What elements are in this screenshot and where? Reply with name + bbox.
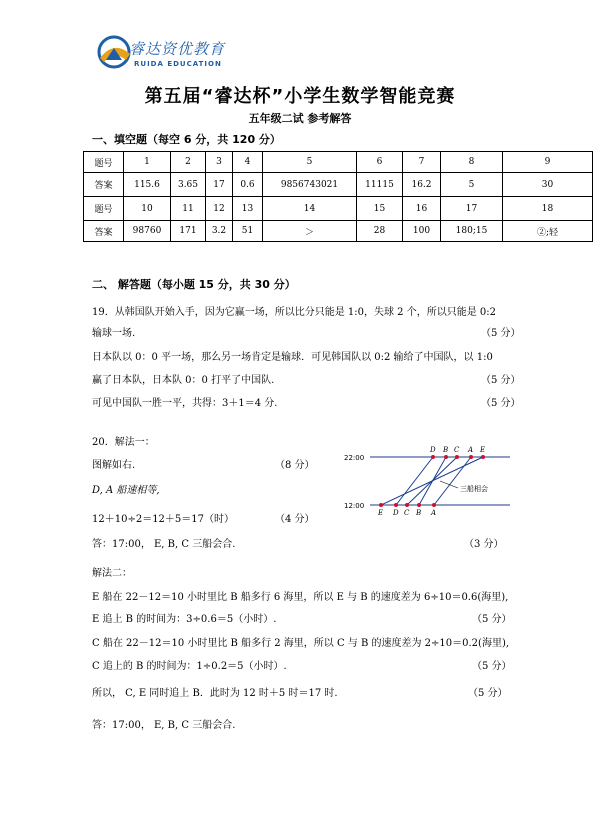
diagram-meet-label: 三船相会 [460,485,488,493]
table-cell: 0.6 [233,173,263,197]
table-cell: 2 [171,152,206,173]
q20-line4: 12＋10÷2＝12＋5＝17（时） [92,514,235,525]
diagram-dot [444,455,448,459]
ruida-logo [96,30,231,80]
table-cell: 12 [206,197,233,221]
q19-score1: （5 分） [481,328,521,339]
table-cell: 17 [206,173,233,197]
q19-line2: 输球一场. [92,328,136,339]
q19-line5: 可见中国队一胜一平，共得：3＋1＝4 分. [92,398,278,409]
logo-text: 睿达资优教育 [129,40,226,58]
diagram-label-bottom: A [431,509,437,517]
table-cell: 题号 [84,197,124,221]
ship-diagram [340,440,520,520]
q20-score1: （8 分） [275,460,315,471]
m2-heading: 解法二： [92,568,132,579]
diagram-label-top: B [443,446,449,454]
table-cell: 30 [503,173,593,197]
q19-line1: 19．从韩国队开始入手，因为它赢一场，所以比分只能是 1:0，失球 2 个，所以只能是 0:2 [92,307,496,318]
m2-line2: E 追上 B 的时间为：3÷0.6＝5（小时）. [92,614,277,625]
m2-line4: C 追上的 B 的时间为：1÷0.2＝5（小时）. [92,661,287,672]
diagram-label-bottom: C [404,509,410,517]
m2-line3: C 船在 22－12＝10 小时里比 B 船多行 2 海里，所以 C 与 B 的速度差为 2÷10＝0.2(海里), [92,638,510,649]
diagram-dot [379,503,383,507]
table-cell: 题号 [84,152,124,173]
m2-score3: （5 分） [468,688,508,699]
table-row [84,221,593,242]
q19-score3: （5 分） [481,398,521,409]
table-cell: 16.2 [403,173,441,197]
table-cell: 28 [357,221,403,242]
table-cell: 98760 [124,221,171,242]
table-cell: 100 [403,221,441,242]
m2-line1: E 船在 22－12＝10 小时里比 B 船多行 6 海里，所以 E 与 B 的速度差为 6÷10＝0.6(海里), [92,592,509,603]
table-cell: 6 [357,152,403,173]
diagram-label-top: A [468,446,474,454]
table-cell: 16 [403,197,441,221]
table-cell: 4 [233,152,263,173]
table-cell: 15 [357,197,403,221]
table-cell: 5 [441,173,503,197]
table-row [84,197,593,221]
q20-line1: 20．解法一： [92,437,155,448]
diagram-path-a [434,457,471,505]
table-cell: 7 [403,152,441,173]
table-cell: ②;轻 [503,221,593,242]
page-title: 第五届“睿达杯”小学生数学智能竞赛 [144,86,456,107]
table-cell: 11115 [357,173,403,197]
table-cell: 3.65 [171,173,206,197]
diagram-dot [431,455,435,459]
table-cell: 答案 [84,221,124,242]
table-cell: 13 [233,197,263,221]
m2-score1: （5 分） [472,614,512,625]
q19-line4: 赢了日本队，日本队 0：0 打平了中国队. [92,375,275,386]
diagram-dot [455,455,459,459]
diagram-dot [481,455,485,459]
q20-line5: 答：17:00， E, B, C 三船会合. [92,539,236,550]
diagram-dot [394,503,398,507]
diagram-dot [405,503,409,507]
q20-line3: D, A 船速相等, [92,485,160,496]
table-cell: 11 [171,197,206,221]
q20-score2: （4 分） [275,514,315,525]
diagram-time-top: 22:00 [344,454,365,462]
diagram-label-bottom: B [416,509,422,517]
table-cell: 答案 [84,173,124,197]
table-cell: 180;15 [441,221,503,242]
diagram-label-bottom: E [378,509,384,517]
diagram-dot [417,503,421,507]
table-cell: 18 [503,197,593,221]
table-cell: 1 [124,152,171,173]
q20-score3: （3 分） [464,539,504,550]
q19-score2: （5 分） [481,375,521,386]
table-cell: 9856743021 [263,173,357,197]
diagram-path-b [419,457,446,505]
table-cell: 115.6 [124,173,171,197]
m2-score2: （5 分） [472,661,512,672]
m2-line5: 所以， C, E 同时追上 B．此时为 12 时＋5 时＝17 时. [92,688,338,699]
diagram-time-bottom: 12:00 [344,502,365,510]
m2-answer: 答：17:00， E, B, C 三船会合. [92,720,236,731]
page-subtitle: 五年级二试 参考解答 [248,112,352,125]
table-cell: 5 [263,152,357,173]
diagram-pointer [440,481,458,488]
table-cell: 8 [441,152,503,173]
diagram-label-top: D [430,446,436,454]
section2-heading: 二、 解答题（每小题 15 分，共 30 分） [92,278,296,291]
table-cell: 14 [263,197,357,221]
section1-heading: 一、填空题（每空 6 分，共 120 分） [92,133,281,146]
table-row [84,173,593,197]
diagram-label-top: E [480,446,486,454]
diagram-dot [432,503,436,507]
table-cell: 17 [441,197,503,221]
diagram-dot [469,455,473,459]
diagram-label-top: C [454,446,460,454]
q20-line2: 图解如右. [92,460,136,471]
table-cell: 171 [171,221,206,242]
table-cell: 10 [124,197,171,221]
table-cell: 51 [233,221,263,242]
answer-table [83,151,593,242]
table-cell: ＞ [263,221,357,242]
table-cell: 3.2 [206,221,233,242]
logo-subtext: RUIDA EDUCATION [134,60,222,68]
table-row [84,152,593,173]
table-cell: 9 [503,152,593,173]
q19-line3: 日本队以 0：0 平一场，那么另一场肯定是输球．可见韩国队以 0:2 输给了中国队，以 1:0 [92,352,493,363]
diagram-label-bottom: D [393,509,399,517]
table-cell: 3 [206,152,233,173]
